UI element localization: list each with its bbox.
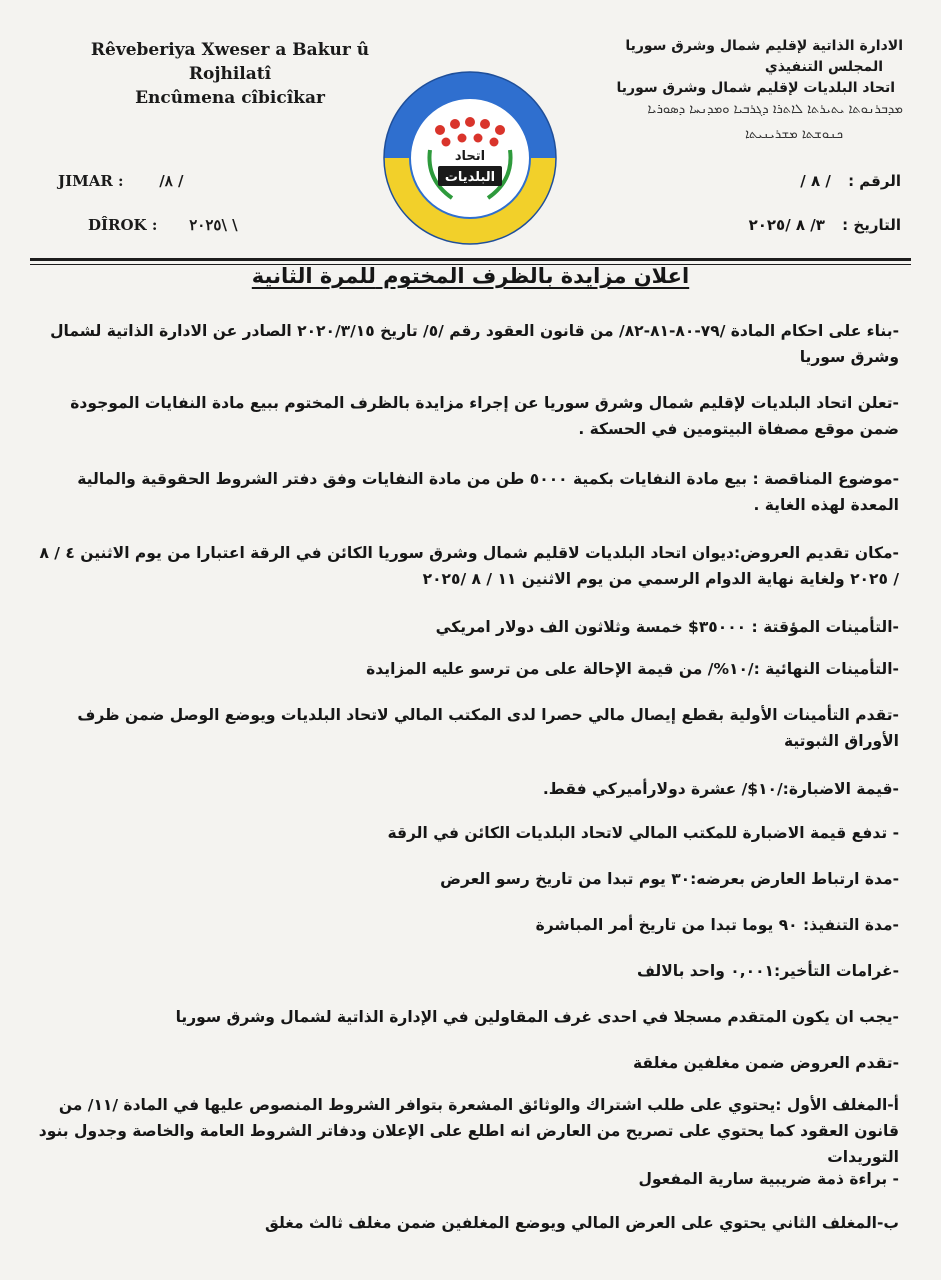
para-execution-period: -مدة التنفيذ: ٩٠ يوما تبدا من تاريخ أمر المباشرة — [535, 916, 899, 934]
para-tax-clearance: - براءة ذمة ضريبية سارية المفعول — [638, 1170, 899, 1188]
para-first-envelope: أ-المغلف الأول :يحتوي على طلب اشتراك والوثائق المشعرة بتوافر الشروط المنصوص عليها في المادة /١١/ من قانون العقود كما يحتوي على تصريح من العارض انه اطلع على الإعلان ودفاتر الشروط العامة والخاصة وجدول بنود التوريدات — [38, 1096, 899, 1166]
header-right-syriac-2: ܟܢܘܫܬܐ ܡܫܪܝܢܝܬܐ — [745, 127, 843, 142]
para-delay-penalty: -غرامات التأخير:٠,٠٠١ واحد بالالف — [636, 962, 899, 980]
dirok-row — [88, 216, 238, 234]
dirok-label: DÎROK : — [88, 216, 158, 234]
jimar-value: / ٨/ — [159, 172, 184, 190]
para-offer-validity: -مدة ارتباط العارض بعرضه:٣٠ يوم تبدا من تاريخ رسو العرض — [440, 870, 899, 888]
para-two-envelopes: -تقدم العروض ضمن مغلفين مغلقة — [633, 1054, 899, 1072]
para-deposit-receipt: -تقدم التأمينات الأولية بقطع إيصال مالي حصرا لدى المكتب المالي لاتحاد البلديات ويوضع الوصل ضمن ظرف الأوراق الثبوتية — [77, 706, 899, 750]
tarikh-value: ٣/ ٨ /٢٠٢٥ — [748, 216, 825, 234]
title-main: اعلان مزايدة بالظرف المختوم — [375, 264, 690, 288]
municipalities-union-seal — [382, 70, 558, 246]
para-legal-basis: -بناء على احكام المادة /٧٩-٨٠-٨١-٨٢/ من قانون العقود رقم /٥/ تاريخ ٢٠٢٠/٣/١٥ الصادر عن الادارة الذاتية لشمال وشرق سوريا — [50, 322, 899, 366]
title-second-time: للمرة الثانية — [251, 264, 376, 288]
header-right-syriac-1: ܡܕܒܪܢܘܬܐ ܝܬܝܪܬܐ ܠܐܬܪܐ ܕܓܪܒܝܐ ܘܡܕܢܚܐ ܕܣܘܪܝܐ — [647, 102, 903, 117]
para-provisional-deposit: -التأمينات المؤقتة : ٣٥٠٠٠$ خمسة وثلاثون الف دولار امريكي — [435, 618, 899, 636]
header-left-org: Rêveberiya Xweser a Bakur û Rojhilatî — [90, 40, 370, 84]
header-left-council: Encûmena cîbicîkar — [135, 88, 325, 108]
dirok-value: \ \٢٠٢٥ — [189, 216, 238, 234]
seal-center-bottom: البلديات — [444, 170, 496, 185]
para-subject: -موضوع المناقصة : بيع مادة النفايات بكمية ٥٠٠٠ طن من مادة النفايات وفق دفتر الشروط الحقوقية والمالية المعدة لهذه الغاية . — [77, 470, 899, 514]
para-file-payment: - تدفع قيمة الاضبارة للمكتب المالي لاتحاد البلديات الكائن في الرقة — [387, 824, 899, 842]
tarikh-label: التاريخ : — [842, 216, 901, 234]
header-divider-thick — [30, 258, 911, 261]
para-file-price: -قيمة الاضبارة:/١٠$/ عشرة دولارأميركي فقط. — [542, 780, 899, 798]
para-final-deposit: -التأمينات النهائية :/١٠%/ من قيمة الإحالة على من ترسو عليه المزايدة — [366, 660, 899, 678]
para-announcement: -تعلن اتحاد البلديات لإقليم شمال وشرق سوريا عن إجراء مزايدة بالظرف المختوم ببيع مادة النفايات الموجودة ضمن موقع مصفاة البيتومين في الحسكة . — [70, 394, 899, 438]
para-second-envelope: ب-المغلف الثاني يحتوي على العرض المالي ويوضع المغلفين ضمن مغلف ثالث مغلق — [264, 1214, 899, 1232]
header-right-union: اتحاد البلديات لإقليم شمال وشرق سوريا — [616, 80, 895, 96]
header-right-council: المجلس التنفيذي — [764, 59, 883, 75]
jimar-label: JIMAR : — [58, 172, 124, 190]
raqm-row — [800, 172, 901, 190]
seal-center-top: اتحاد — [454, 149, 486, 164]
announcement-title — [0, 264, 941, 288]
header-left — [50, 38, 410, 110]
header-right — [583, 36, 903, 145]
jimar-row — [58, 172, 183, 190]
raqm-label: الرقم : — [848, 172, 901, 190]
tarikh-row — [749, 216, 901, 234]
para-submission-place: -مكان تقديم العروض:ديوان اتحاد البلديات لاقليم شمال وشرق سوريا الكائن في الرقة اعتبارا من يوم الاثنين ٤ / ٨ / ٢٠٢٥ ولغاية نهاية الدوام الرسمي من يوم الاثنين ١١ / ٨ /٢٠٢٥ — [39, 544, 899, 588]
header-right-administration: الادارة الذاتية لإقليم شمال وشرق سوريا — [625, 38, 903, 54]
raqm-value: / ٨ / — [800, 172, 831, 190]
para-registration: -يجب ان يكون المتقدم مسجلا في احدى غرف المقاولين في الإدارة الذاتية لشمال وشرق سوريا — [175, 1008, 899, 1026]
